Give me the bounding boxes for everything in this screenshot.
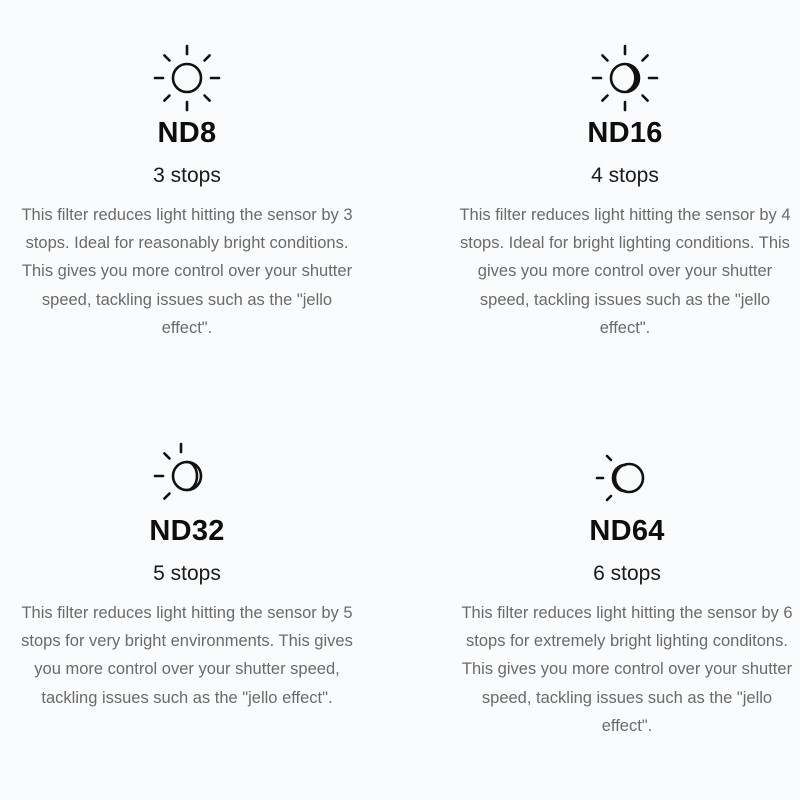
sun-crescent-eclipse-icon: [591, 440, 663, 512]
sun-half-eclipse-icon: [151, 440, 223, 512]
filter-card-nd8: [17, 42, 357, 342]
filter-card-nd32: [17, 440, 357, 712]
filter-description: This filter reduces light hitting the sensor by 6 stops for extremely bright lighting conditons. This gives you more control over your shutter speed, tackling issues such as the "jello effect".: [461, 604, 793, 735]
filter-stops: 4 stops: [591, 164, 659, 187]
sun-partial-eclipse-icon: [589, 42, 661, 114]
filter-description: This filter reduces light hitting the sensor by 3 stops. Ideal for reasonably bright conditions. This gives you more control over your shutter speed, tackling issues such as the "jello effect".: [21, 206, 353, 337]
filter-stops: 6 stops: [593, 562, 661, 585]
filter-name: ND8: [157, 117, 217, 149]
filter-name: ND64: [589, 515, 665, 547]
filter-stops: 5 stops: [153, 562, 221, 585]
sun-icon: [151, 42, 223, 114]
filter-description: This filter reduces light hitting the sensor by 5 stops for very bright environments. This gives you more control over your shutter speed, tackling issues such as the "jello effect".: [21, 604, 353, 707]
filter-name: ND32: [149, 515, 225, 547]
filter-stops: 3 stops: [153, 164, 221, 187]
filter-description: This filter reduces light hitting the sensor by 4 stops. Ideal for bright lighting conditions. This gives you more control over your shutter speed, tackling issues such as the "jello effect".: [459, 206, 791, 337]
filter-name: ND16: [587, 117, 663, 149]
filter-card-nd64: [455, 440, 799, 740]
filter-card-nd16: [455, 42, 795, 342]
